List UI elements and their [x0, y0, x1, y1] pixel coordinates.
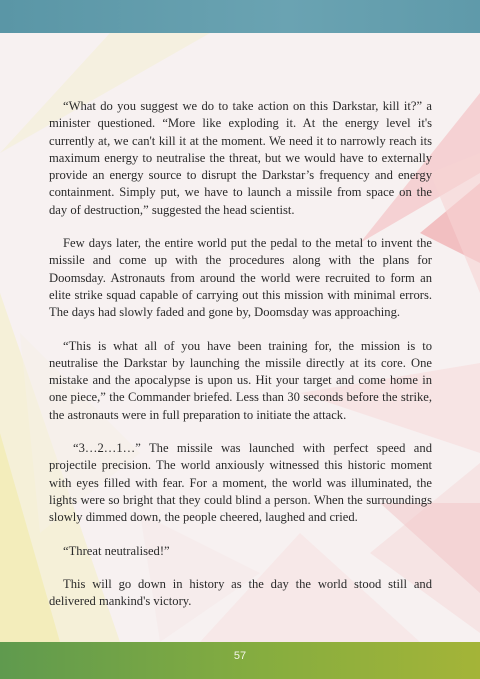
paragraph-4: “3…2…1…” The missile was launched with perfect speed and projectile precision. The world anxiously witnessed this historic moment with eyes filled with fear. For a moment, the world was illuminated, the lights were so bright that they could blind a person. When the surroundings slowly dimmed down, the people cheered, laughed and cried. [49, 441, 432, 525]
paragraph-6: This will go down in history as the day the world stood still and delivered mankind's victory. [49, 576, 432, 609]
paragraph-5: “Threat neutralised!” [63, 543, 170, 558]
header-bar [0, 0, 480, 33]
paragraph-3: “This is what all of you have been training for, the mission is to neutralise the Darkstar by launching the missile directly at its core. One mistake and the apocalypse is upon us. Hit your target and come home in one piece,” the Commander briefed. Less than 30 seconds before the strike, the astronauts were in full preparation to initiate the attack. [49, 338, 432, 422]
story-text [49, 98, 432, 626]
paragraph-1: “What do you suggest we do to take action on this Darkstar, kill it?” a minister questioned. “More like exploding it. At the energy level it's currently at, we can't kill it at the moment. We need it to narrowly reach its maximum energy to neutralise the threat, but we would have to externally provide an energy source to disrupt the Darkstar’s frequency and energy containment. Simply put, we have to launch a missile from space on the day of destruction,” suggested the head scientist. [49, 99, 432, 217]
paragraph-2: Few days later, the entire world put the pedal to the metal to invent the missile and come up with the procedures along with the plans for Doomsday. Astronauts from around the world were recruited to form an elite strike squad capable of carrying out this mission with minimal errors. The days had slowly faded and gone by, Doomsday was approaching. [49, 236, 432, 320]
page-number: 57 [233, 650, 247, 662]
